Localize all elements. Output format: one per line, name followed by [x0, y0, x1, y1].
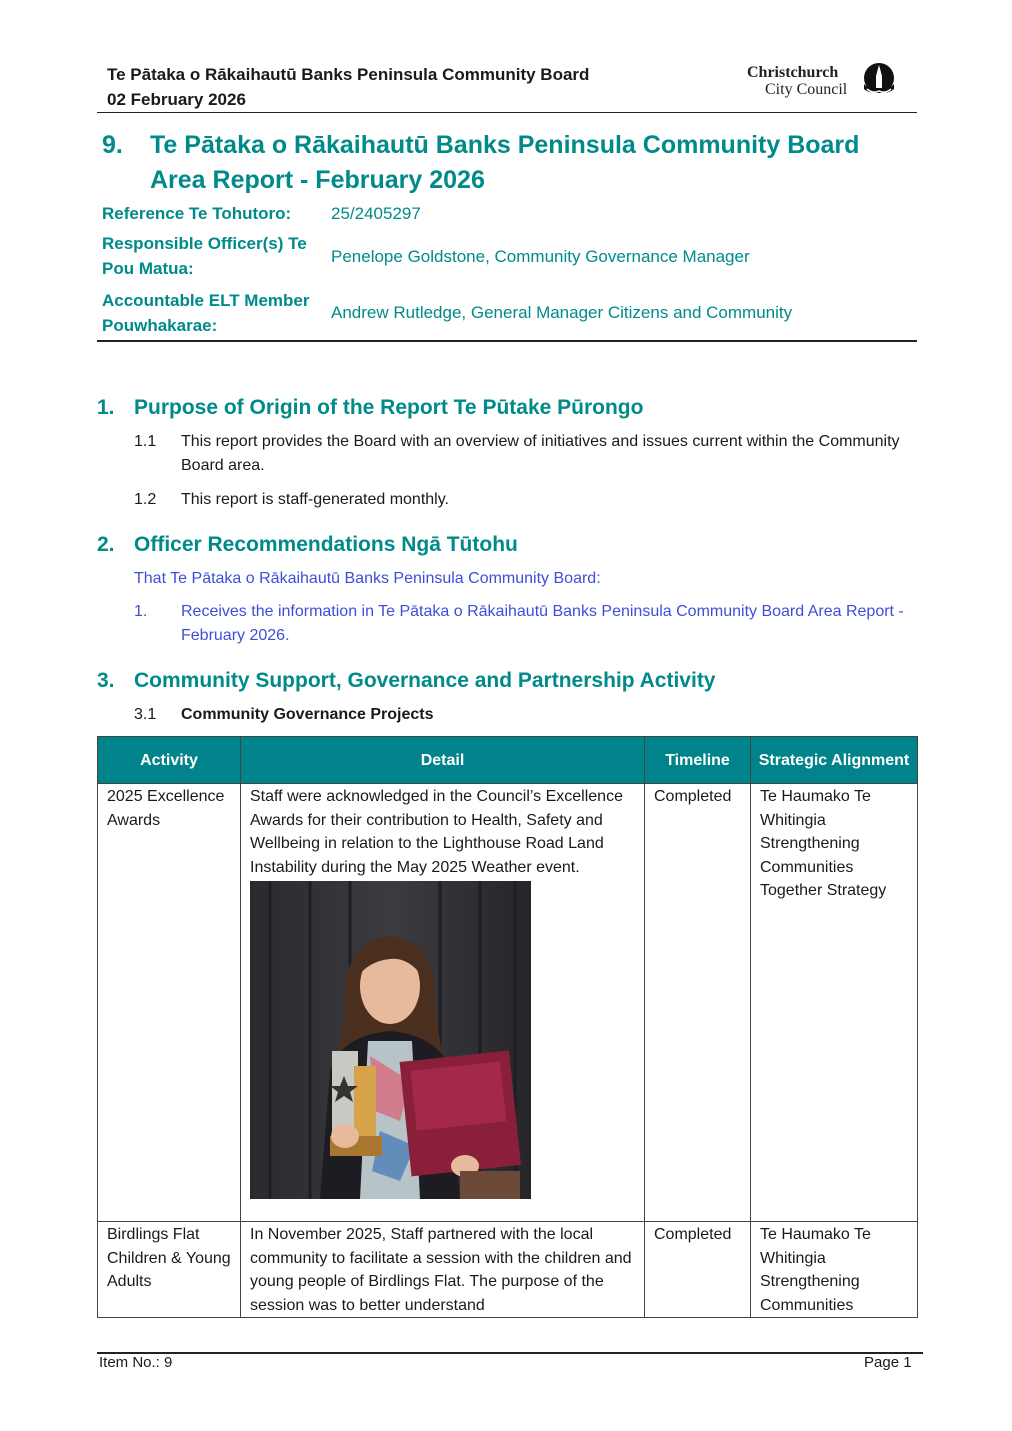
subsection-title: Community Governance Projects	[181, 706, 434, 723]
column-header-detail: Detail	[241, 737, 645, 784]
cell-timeline: Completed	[645, 1222, 751, 1318]
meta-rule	[97, 340, 917, 342]
recommendation-text: Receives the information in Te Pātaka o Rākaihautū Banks Peninsula Community Board Area Report - February 2026.	[181, 603, 904, 644]
footer-page-number: Page 1	[864, 1354, 912, 1371]
detail-text: Staff were acknowledged in the Council’s Excellence Awards for their contribution to Health, Safety and Wellbeing in relation to the Lighthouse Road Land Instability during the May 2025 Weather event.	[250, 788, 623, 876]
para-text: This report provides the Board with an overview of initiatives and issues current within the Community Board area.	[181, 433, 900, 474]
section-title: Officer Recommendations Ngā Tūtohu	[134, 533, 518, 556]
para-text: This report is staff-generated monthly.	[181, 491, 449, 508]
para-number: 1.2	[134, 491, 157, 508]
table-row	[98, 1222, 918, 1318]
cell-detail: In November 2025, Staff partnered with the local community to facilitate a session with the children and young people of Birdlings Flat. The purpose of the session was to better understand	[241, 1222, 645, 1318]
cell-activity: 2025 Excellence Awards	[98, 784, 241, 1222]
recommendation-intro: That Te Pātaka o Rākaihautū Banks Peninsula Community Board:	[134, 570, 601, 587]
subsection-number: 3.1	[134, 706, 157, 723]
cell-timeline: Completed	[645, 784, 751, 1222]
section-title: Purpose of Origin of the Report Te Pūtake Pūrongo	[134, 396, 644, 419]
section-number: 3.	[97, 669, 115, 692]
section-number: 1.	[97, 396, 115, 419]
meta-label-officer: Responsible Officer(s) Te Pou Matua:	[102, 234, 307, 278]
item-number: 9.	[102, 131, 123, 159]
meta-value-elt: Andrew Rutledge, General Manager Citizens and Community	[331, 303, 793, 322]
projects-table	[97, 736, 918, 1318]
meta-label-reference: Reference Te Tohutoro:	[102, 204, 292, 223]
meta-value-officer: Penelope Goldstone, Community Governance Manager	[331, 247, 750, 266]
para-number: 1.1	[134, 433, 157, 450]
cell-detail	[241, 784, 645, 1222]
cell-alignment: Te Haumako Te Whitingia Strengthening Communities Together Strategy	[751, 784, 918, 1222]
table-header-row	[98, 737, 918, 784]
item-title: Te Pātaka o Rākaihautū Banks Peninsula Community Board Area Report - February 2026	[150, 131, 860, 194]
meta-label-elt: Accountable ELT Member Pouwhakarae:	[102, 291, 310, 335]
table-row	[98, 784, 918, 1222]
council-logo	[747, 62, 897, 100]
cathedral-logo-icon	[861, 62, 897, 98]
award-winner-photo	[250, 881, 531, 1199]
logo-text-line2: City Council	[765, 81, 848, 98]
header-block	[107, 62, 589, 112]
recommendation-number: 1.	[134, 603, 148, 620]
logo-text-line1: Christchurch	[747, 64, 839, 81]
column-header-timeline: Timeline	[645, 737, 751, 784]
footer-rule	[97, 1352, 923, 1354]
cell-activity: Birdlings Flat Children & Young Adults	[98, 1222, 241, 1318]
column-header-activity: Activity	[98, 737, 241, 784]
section-title: Community Support, Governance and Partnership Activity	[134, 669, 716, 692]
column-header-alignment: Strategic Alignment	[751, 737, 918, 784]
header-rule	[97, 112, 917, 113]
board-name: Te Pātaka o Rākaihautū Banks Peninsula Community Board	[107, 65, 590, 84]
footer-item-number: Item No.: 9	[99, 1354, 173, 1371]
cell-alignment: Te Haumako Te Whitingia Strengthening Communities	[751, 1222, 918, 1318]
meta-value-reference: 25/2405297	[331, 204, 421, 223]
meeting-date: 02 February 2026	[107, 90, 246, 109]
section-number: 2.	[97, 533, 115, 556]
